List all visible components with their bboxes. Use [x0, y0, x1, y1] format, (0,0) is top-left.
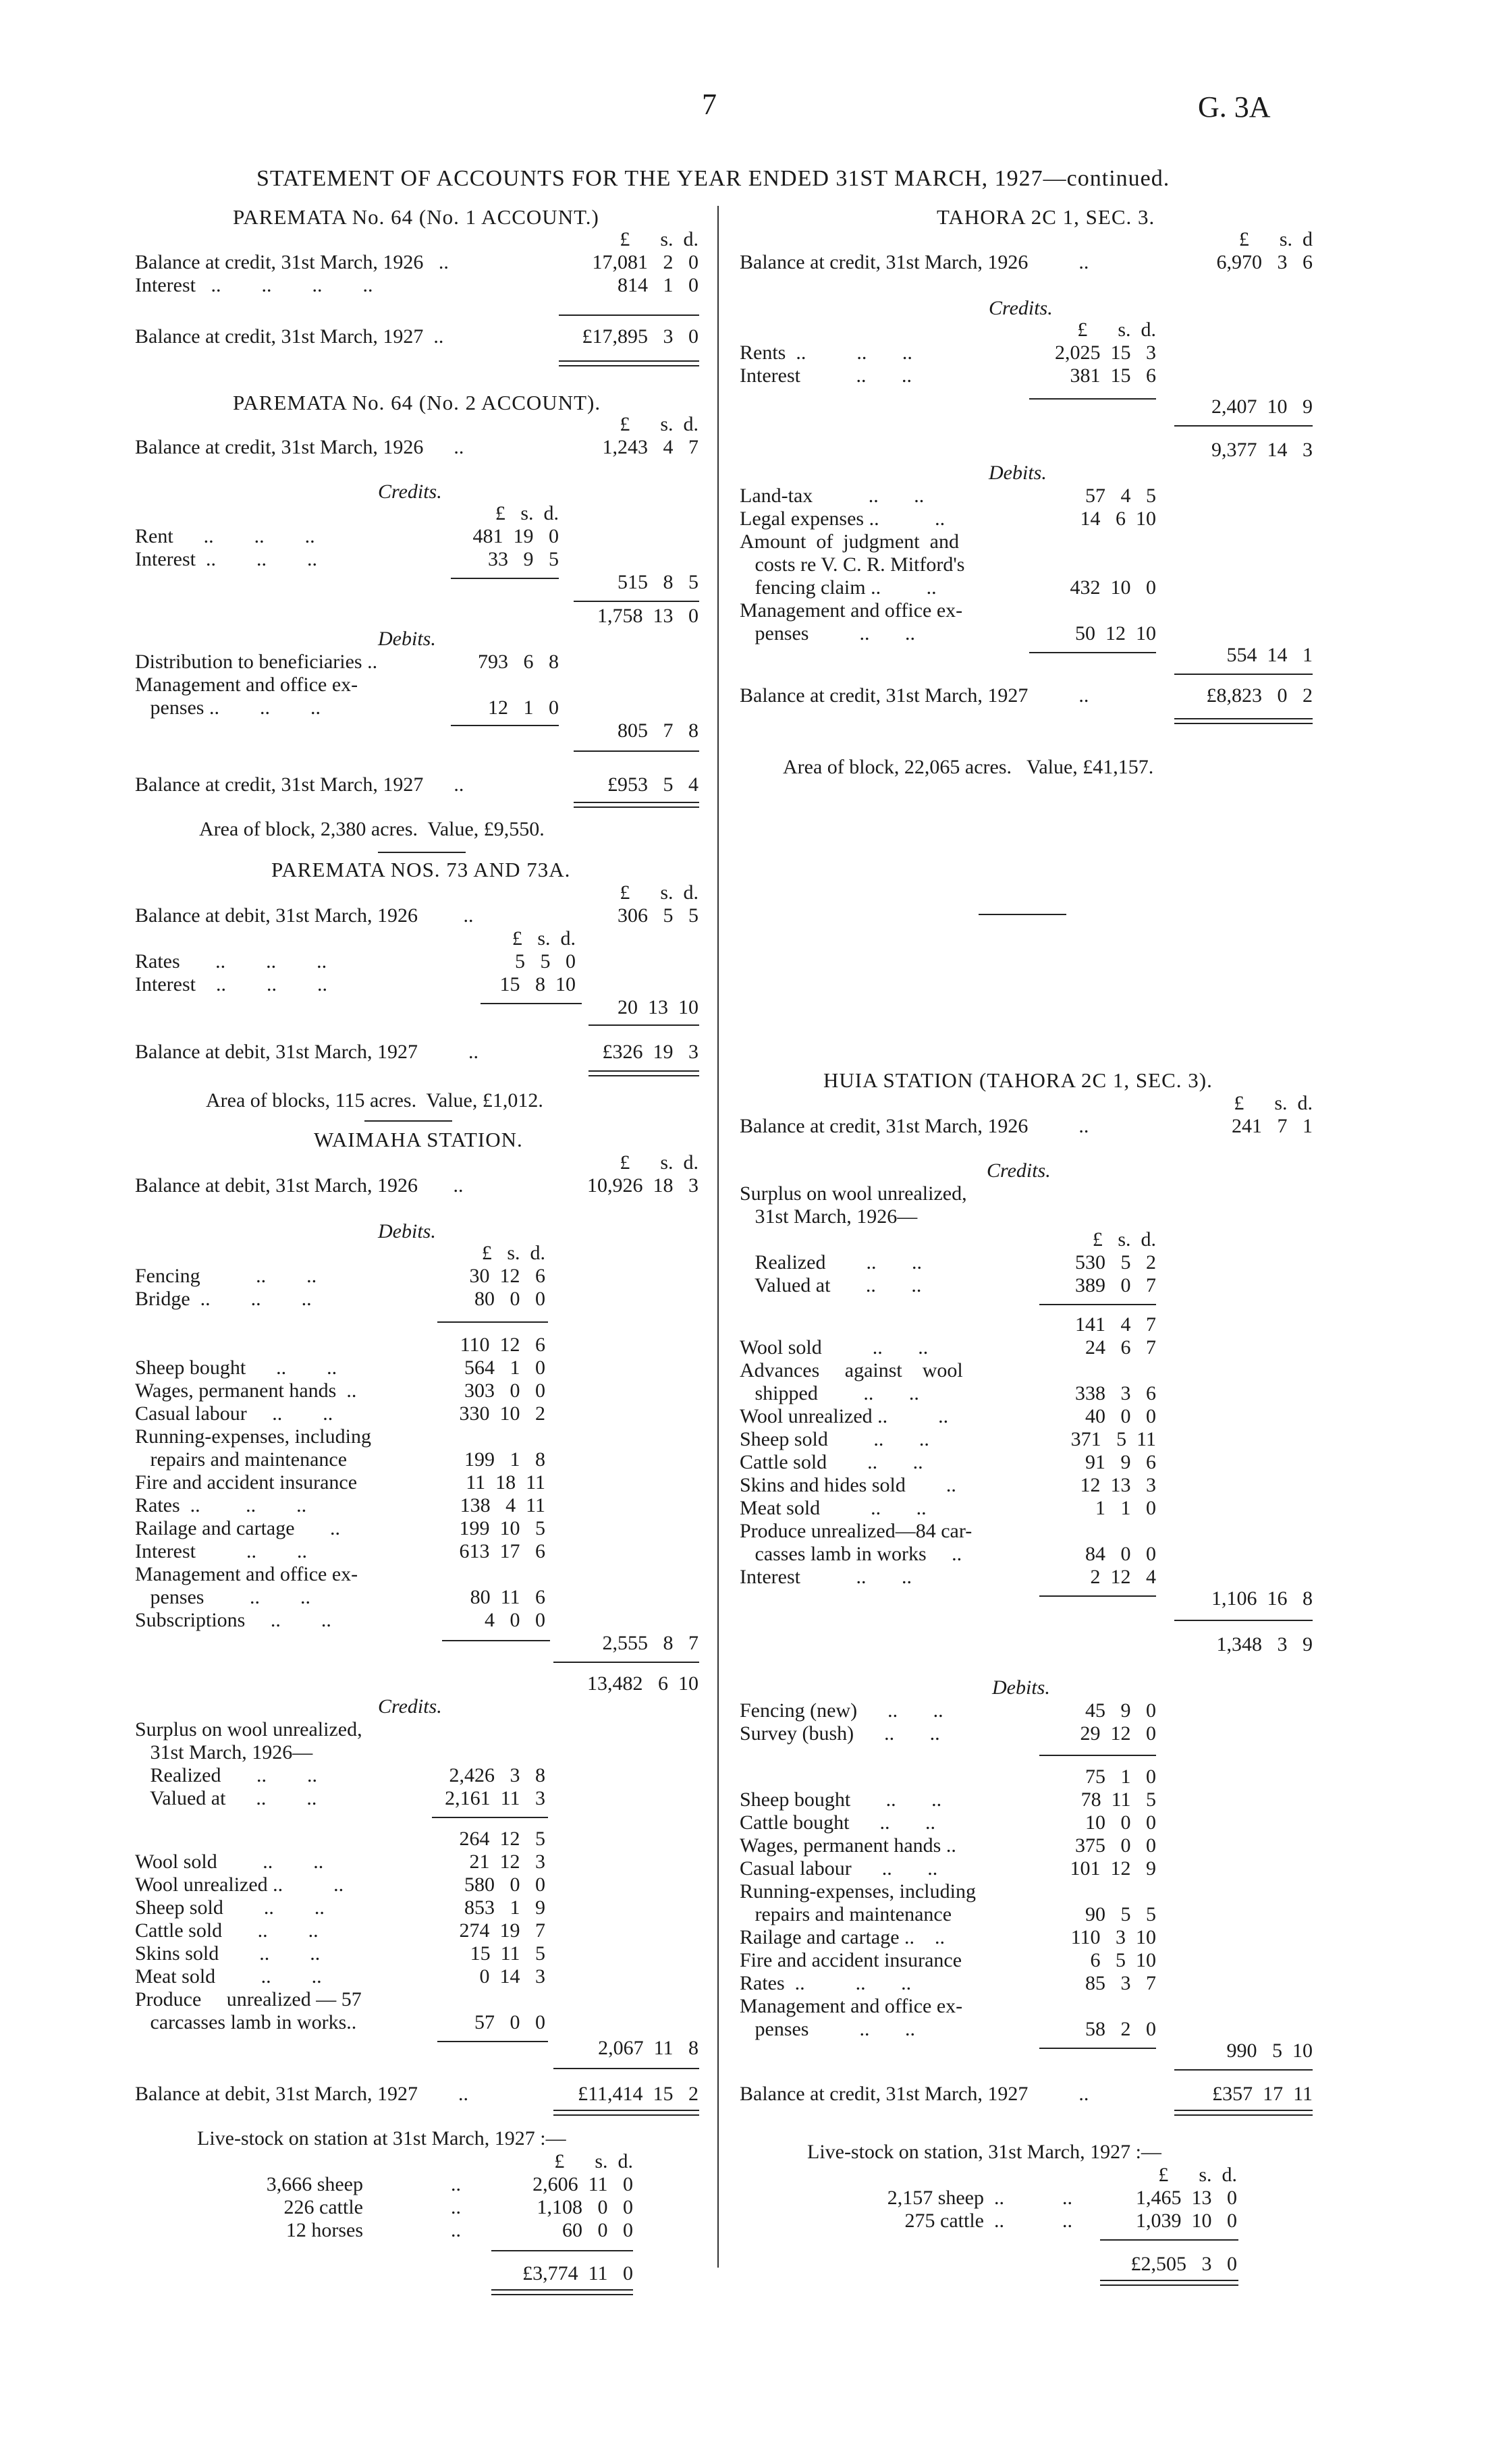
ledger-amount: 481 19 0 — [472, 525, 559, 547]
ledger-subtotal: 264 12 5 — [459, 1828, 545, 1850]
ledger-label: Produce unrealized—84 car- — [740, 1520, 972, 1542]
total-double-rule — [1174, 718, 1313, 724]
ledger-label: costs re V. C. R. Mitford's — [740, 553, 965, 576]
ledger-label: Surplus on wool unrealized, — [135, 1718, 362, 1741]
ledger-label: fencing claim .. .. — [740, 576, 937, 599]
ledger-label: Sheep bought .. .. — [740, 1788, 942, 1811]
ledger-label: carcasses lamb in works.. — [135, 2011, 357, 2033]
ledger-label: repairs and maintenance — [740, 1903, 952, 1925]
ledger-label: Casual labour .. .. — [135, 1402, 333, 1425]
ledger-label: Management and office ex- — [740, 1995, 963, 2017]
ledger-amount: 530 5 2 — [1075, 1251, 1156, 1274]
ledger-label: Railage and cartage .. — [135, 1517, 341, 1539]
ledger-total-label: Balance at debit, 31st March, 1927 .. — [135, 1041, 479, 1063]
sum-rule — [1039, 1755, 1156, 1756]
ledger-label: Wool sold .. .. — [135, 1851, 324, 1873]
livestock-heading: Live-stock on station, 31st March, 1927 :— — [807, 2141, 1161, 2163]
livestock-amount: 1,039 10 0 — [1136, 2210, 1237, 2232]
livestock-separator: .. — [451, 2219, 461, 2241]
ledger-amount: 10 0 0 — [1085, 1811, 1156, 1834]
lsd-header: £ s. d. — [554, 2150, 633, 2172]
ledger-amount: 15 11 5 — [470, 1942, 545, 1965]
sum-rule — [432, 1817, 548, 1818]
ledger-label: Wool sold .. .. — [740, 1336, 929, 1359]
sum-rule — [553, 2068, 699, 2069]
ledger-amount: 241 7 1 — [1232, 1115, 1313, 1137]
ledger-amount: 78 11 5 — [1080, 1788, 1156, 1811]
sum-rule — [574, 601, 699, 602]
ledger-total-amount: £326 19 3 — [602, 1041, 698, 1063]
sum-rule — [1174, 425, 1313, 427]
ledger-subtotal: 805 7 8 — [618, 719, 698, 742]
debits-heading: Debits. — [989, 462, 1047, 484]
section-divider — [378, 852, 466, 853]
total-double-rule — [1100, 2280, 1238, 2286]
ledger-label: Balance at debit, 31st March, 1926 .. — [135, 904, 474, 927]
ledger-label: Balance at credit, 31st March, 1926 .. — [740, 1115, 1089, 1137]
lsd-header: £ s. d. — [1092, 1228, 1156, 1251]
section-divider — [979, 914, 1066, 915]
lsd-header: £ s. d. — [512, 927, 576, 950]
sum-rule — [491, 2250, 633, 2251]
ledger-amount: 1 1 0 — [1095, 1497, 1156, 1519]
livestock-label: 12 horses — [285, 2219, 363, 2241]
ledger-total-amount: £8,823 0 2 — [1206, 684, 1313, 707]
ledger-amount: 613 17 6 — [459, 1540, 545, 1562]
ledger-amount: 57 4 5 — [1085, 485, 1156, 507]
ledger-subtotal: 554 14 1 — [1226, 644, 1313, 666]
ledger-amount: 199 1 8 — [464, 1448, 545, 1471]
ledger-amount: 381 15 6 — [1070, 364, 1156, 387]
ledger-label: Surplus on wool unrealized, — [740, 1182, 967, 1205]
ledger-label: 31st March, 1926— — [740, 1205, 918, 1228]
ledger-amount: 1,243 4 7 — [602, 436, 698, 458]
ledger-amount: 12 1 0 — [488, 696, 559, 719]
ledger-total-amount: £11,414 15 2 — [578, 2083, 698, 2105]
ledger-amount: 50 12 10 — [1075, 622, 1156, 645]
lsd-header: £ s. d. — [481, 1242, 545, 1264]
livestock-label: 3,666 sheep — [266, 2173, 363, 2195]
livestock-label: 275 cattle .. — [904, 2210, 1004, 2232]
ledger-label: Cattle sold .. .. — [135, 1919, 319, 1942]
ledger-subtotal: 141 4 7 — [1075, 1313, 1156, 1336]
ledger-label: Fencing (new) .. .. — [740, 1699, 943, 1722]
sum-rule — [559, 314, 699, 316]
ledger-total-amount: £953 5 4 — [607, 773, 698, 796]
livestock-separator: .. — [451, 2173, 461, 2195]
sum-rule — [451, 725, 559, 726]
ledger-amount: 84 0 0 — [1085, 1543, 1156, 1565]
ledger-label: Sheep sold .. .. — [740, 1428, 929, 1450]
ledger-subtotal: 1,106 16 8 — [1211, 1587, 1313, 1610]
ledger-amount: 432 10 0 — [1070, 576, 1156, 599]
huia-heading: HUIA STATION (TAHORA 2C 1, SEC. 3). — [823, 1068, 1213, 1092]
debits-heading: Debits. — [378, 1220, 436, 1242]
livestock-separator: .. — [1062, 2187, 1072, 2209]
sum-rule — [1174, 1620, 1313, 1621]
area-note: Area of blocks, 115 acres. Value, £1,012. — [206, 1089, 543, 1112]
total-double-rule — [588, 1070, 699, 1076]
livestock-total: £3,774 11 0 — [522, 2262, 633, 2284]
ledger-label: Fire and accident insurance — [135, 1471, 358, 1494]
sum-rule — [1174, 674, 1313, 675]
sum-rule — [1029, 398, 1156, 400]
page-title: STATEMENT OF ACCOUNTS FOR THE YEAR ENDED 31ST MARCH, 1927—continued. — [256, 166, 1170, 191]
ledger-label: Land-tax .. .. — [740, 485, 925, 507]
ledger-label: Wool unrealized .. .. — [135, 1873, 344, 1896]
ledger-amount: 564 1 0 — [464, 1357, 545, 1379]
ledger-amount: 11 18 11 — [466, 1471, 545, 1494]
sum-rule — [437, 2041, 548, 2042]
ledger-amount: 17,081 2 0 — [592, 251, 698, 273]
paremata-64-2-heading: PAREMATA No. 64 (No. 2 ACCOUNT). — [233, 391, 601, 414]
livestock-amount: 1,108 0 0 — [537, 2196, 633, 2218]
ledger-amount: 24 6 7 — [1085, 1336, 1156, 1359]
ledger-amount: 110 3 10 — [1070, 1926, 1156, 1948]
lsd-header: £ s. d. — [620, 228, 698, 250]
ledger-amount: 2 12 4 — [1090, 1566, 1156, 1588]
sum-rule — [588, 1024, 699, 1026]
sum-rule — [553, 1662, 699, 1663]
ledger-label: Casual labour .. .. — [740, 1857, 938, 1880]
ledger-amount: 814 1 0 — [618, 274, 698, 296]
ledger-amount: 274 19 7 — [459, 1919, 545, 1942]
ledger-amount: 6,970 3 6 — [1216, 251, 1313, 273]
lsd-header: £ s. d. — [620, 1151, 698, 1174]
ledger-label: Valued at .. .. — [740, 1274, 922, 1296]
credits-heading: Credits. — [987, 1159, 1051, 1182]
credits-heading: Credits. — [378, 481, 442, 503]
ledger-label: Rates .. .. .. — [135, 1494, 307, 1516]
ledger-label: Wages, permanent hands .. — [135, 1379, 357, 1402]
section-divider — [364, 1120, 452, 1122]
lsd-header: £ s. d. — [495, 502, 559, 524]
ledger-amount: 306 5 5 — [618, 904, 698, 927]
ledger-amount: 2,161 11 3 — [445, 1787, 545, 1809]
sum-rule — [437, 1321, 548, 1323]
ledger-subtotal: 2,407 10 9 — [1211, 395, 1313, 418]
waimaha-heading: WAIMAHA STATION. — [314, 1128, 523, 1151]
ledger-amount: 21 12 3 — [469, 1851, 545, 1873]
ledger-amount: 90 5 5 — [1085, 1903, 1156, 1925]
ledger-label: Produce unrealized — 57 — [135, 1988, 362, 2010]
ledger-subtotal: 1,758 13 0 — [597, 605, 698, 627]
ledger-subtotal: 990 5 10 — [1226, 2039, 1313, 2062]
livestock-label: 226 cattle — [283, 2196, 363, 2218]
ledger-amount: 5 5 0 — [515, 950, 576, 973]
ledger-label: Balance at credit, 31st March, 1926 .. — [135, 436, 464, 458]
ledger-amount: 853 1 9 — [464, 1896, 545, 1919]
ledger-amount: 389 0 7 — [1075, 1274, 1156, 1296]
ledger-amount: 2,426 3 8 — [449, 1764, 545, 1786]
total-double-rule — [553, 2110, 699, 2116]
ledger-subtotal: 75 1 0 — [1085, 1765, 1156, 1788]
ledger-subtotal: 2,555 8 7 — [602, 1632, 698, 1654]
ledger-label: Balance at credit, 31st March, 1926 .. — [135, 251, 449, 273]
ledger-amount: 2,025 15 3 — [1055, 341, 1156, 364]
livestock-amount: 1,465 13 0 — [1136, 2187, 1237, 2209]
lsd-header: £ s. d. — [1077, 319, 1156, 341]
ledger-label: Fire and accident insurance — [740, 1949, 962, 1971]
ledger-label: Realized .. .. — [135, 1764, 317, 1786]
ledger-subtotal: 2,067 11 8 — [598, 2037, 698, 2059]
ledger-label: Sheep sold .. .. — [135, 1896, 325, 1919]
ledger-label: Rents .. .. .. — [740, 341, 912, 364]
ledger-label: Management and office ex- — [135, 1563, 358, 1585]
ledger-amount: 33 9 5 — [488, 548, 559, 570]
ledger-label: Realized .. .. — [740, 1251, 922, 1274]
ledger-label: 31st March, 1926— — [135, 1741, 313, 1763]
lsd-header: £ s. d. — [620, 413, 698, 435]
sum-rule — [1174, 2069, 1313, 2071]
ledger-amount: 338 3 6 — [1075, 1382, 1156, 1404]
ledger-label: Balance at credit, 31st March, 1926 .. — [740, 251, 1089, 273]
lsd-header: £ s. d. — [620, 881, 698, 904]
ledger-total-label: Balance at debit, 31st March, 1927 .. — [135, 2083, 469, 2105]
credits-heading: Credits. — [989, 297, 1053, 319]
ledger-label: Wool unrealized .. .. — [740, 1405, 949, 1427]
ledger-label: Interest .. .. .. .. — [135, 274, 373, 296]
ledger-label: Meat sold .. .. — [135, 1965, 322, 1988]
ledger-label: Management and office ex- — [740, 599, 963, 622]
tahora-heading: TAHORA 2C 1, SEC. 3. — [937, 205, 1155, 229]
total-double-rule — [574, 802, 699, 808]
ledger-amount: 40 0 0 — [1085, 1405, 1156, 1427]
ledger-label: Bridge .. .. .. — [135, 1288, 312, 1310]
ledger-label: Subscriptions .. .. — [135, 1609, 331, 1631]
ledger-amount: 45 9 0 — [1085, 1699, 1156, 1722]
ledger-amount: 80 11 6 — [470, 1586, 545, 1608]
ledger-label: shipped .. .. — [740, 1382, 919, 1404]
ledger-amount: 57 0 0 — [474, 2011, 545, 2033]
ledger-subtotal: 20 13 10 — [618, 996, 698, 1018]
livestock-separator: .. — [451, 2196, 461, 2218]
ledger-label: Rates .. .. .. — [135, 950, 327, 973]
ledger-label: Legal expenses .. .. — [740, 508, 946, 530]
ledger-label: Survey (bush) .. .. — [740, 1722, 940, 1745]
ledger-label: Railage and cartage .. .. — [740, 1926, 946, 1948]
ledger-amount: 85 3 7 — [1085, 1972, 1156, 1994]
ledger-amount: 138 4 11 — [460, 1494, 545, 1516]
livestock-separator: .. — [1062, 2210, 1072, 2232]
ledger-label: Advances against wool — [740, 1359, 963, 1381]
sum-rule — [574, 750, 699, 752]
ledger-label: Cattle bought .. .. — [740, 1811, 935, 1834]
ledger-label: Interest .. .. — [740, 1566, 912, 1588]
total-double-rule — [491, 2289, 633, 2295]
ledger-label: penses .. .. — [740, 2018, 915, 2040]
ledger-amount: 330 10 2 — [459, 1402, 545, 1425]
ledger-amount: 375 0 0 — [1075, 1834, 1156, 1857]
ledger-amount: 6 5 10 — [1090, 1949, 1156, 1971]
ledger-label: Interest .. .. — [135, 1540, 307, 1562]
document-reference: G. 3A — [1198, 90, 1271, 124]
ledger-label: repairs and maintenance — [135, 1448, 348, 1471]
ledger-amount: 0 14 3 — [479, 1965, 545, 1988]
ledger-label: Interest .. .. .. — [135, 973, 327, 995]
ledger-amount: 303 0 0 — [464, 1379, 545, 1402]
ledger-amount: 91 9 6 — [1085, 1451, 1156, 1473]
ledger-label: penses .. .. — [135, 1586, 310, 1608]
ledger-label: Skins and hides sold .. — [740, 1474, 956, 1496]
ledger-total-label: Balance at credit, 31st March, 1927 .. — [740, 2083, 1089, 2105]
ledger-amount: 4 0 0 — [485, 1609, 545, 1631]
ledger-amount: 10,926 18 3 — [587, 1174, 698, 1197]
ledger-amount: 199 10 5 — [459, 1517, 545, 1539]
ledger-label: Skins sold .. .. — [135, 1942, 321, 1965]
ledger-amount: 58 2 0 — [1085, 2018, 1156, 2040]
livestock-amount: 60 0 0 — [562, 2219, 633, 2241]
lsd-header: £ s. d. — [1234, 1092, 1313, 1114]
ledger-total-amount: £17,895 3 0 — [582, 325, 698, 348]
ledger-subtotal: 1,348 3 9 — [1216, 1633, 1313, 1655]
ledger-total-label: Balance at credit, 31st March, 1927 .. — [740, 684, 1089, 707]
ledger-label: Rent .. .. .. — [135, 525, 315, 547]
page-number: 7 — [702, 88, 717, 121]
total-double-rule — [559, 360, 699, 366]
ledger-label: Running-expenses, including — [135, 1425, 371, 1448]
ledger-amount: 580 0 0 — [464, 1873, 545, 1896]
ledger-total-amount: £357 17 11 — [1212, 2083, 1313, 2105]
ledger-amount: 371 5 11 — [1070, 1428, 1156, 1450]
column-divider — [717, 206, 719, 2268]
paremata-73-heading: PAREMATA NOS. 73 AND 73A. — [271, 858, 571, 881]
total-double-rule — [1174, 2110, 1313, 2116]
ledger-label: Amount of judgment and — [740, 530, 959, 553]
ledger-subtotal: 13,482 6 10 — [587, 1672, 698, 1695]
ledger-label: Rates .. .. .. — [740, 1972, 912, 1994]
ledger-amount: 30 12 6 — [469, 1265, 545, 1287]
ledger-amount: 80 0 0 — [474, 1288, 545, 1310]
ledger-amount: 101 12 9 — [1070, 1857, 1156, 1880]
ledger-label: Interest .. .. .. — [135, 548, 317, 570]
area-note: Area of block, 2,380 acres. Value, £9,550. — [199, 818, 545, 840]
sum-rule — [1029, 652, 1156, 653]
ledger-label: Fencing .. .. — [135, 1265, 317, 1287]
sum-rule — [1100, 2239, 1238, 2241]
sum-rule — [1039, 1595, 1156, 1597]
debits-heading: Debits. — [992, 1676, 1050, 1699]
ledger-label: penses .. .. — [740, 622, 915, 645]
lsd-header: £ s. d. — [1158, 2164, 1237, 2186]
lsd-header: £ s. d — [1238, 228, 1313, 250]
ledger-total-label: Balance at credit, 31st March, 1927 .. — [135, 325, 444, 348]
ledger-subtotal: 9,377 14 3 — [1211, 439, 1313, 461]
ledger-label: Cattle sold .. .. — [740, 1451, 923, 1473]
sum-rule — [1039, 2048, 1156, 2049]
ledger-label: Balance at debit, 31st March, 1926 .. — [135, 1174, 464, 1197]
sum-rule — [1039, 1304, 1156, 1305]
ledger-total-label: Balance at credit, 31st March, 1927 .. — [135, 773, 464, 796]
ledger-amount: 793 6 8 — [478, 651, 559, 673]
sum-rule — [481, 1003, 582, 1004]
credits-heading: Credits. — [378, 1695, 442, 1718]
ledger-label: penses .. .. .. — [135, 696, 321, 719]
ledger-label: Sheep bought .. .. — [135, 1357, 337, 1379]
ledger-label: Interest .. .. — [740, 364, 912, 387]
ledger-amount: 15 8 10 — [499, 973, 576, 995]
ledger-label: Management and office ex- — [135, 674, 358, 696]
ledger-label: Meat sold .. .. — [740, 1497, 927, 1519]
ledger-label: Distribution to beneficiaries .. — [135, 651, 378, 673]
livestock-heading: Live-stock on station at 31st March, 1927 :— — [197, 2127, 566, 2150]
ledger-amount: 12 13 3 — [1080, 1474, 1156, 1496]
area-note: Area of block, 22,065 acres. Value, £41,157. — [783, 756, 1154, 778]
livestock-total: £2,505 3 0 — [1130, 2253, 1237, 2275]
ledger-amount: 29 12 0 — [1080, 1722, 1156, 1745]
ledger-label: Wages, permanent hands .. — [740, 1834, 956, 1857]
ledger-subtotal: 110 12 6 — [460, 1334, 545, 1356]
sum-rule — [451, 578, 559, 579]
paremata-64-1-heading: PAREMATA No. 64 (No. 1 ACCOUNT.) — [233, 205, 599, 229]
ledger-label: casses lamb in works .. — [740, 1543, 962, 1565]
ledger-label: Running-expenses, including — [740, 1880, 976, 1902]
ledger-amount: 14 6 10 — [1080, 508, 1156, 530]
livestock-amount: 2,606 11 0 — [532, 2173, 633, 2195]
ledger-subtotal: 515 8 5 — [618, 571, 698, 593]
ledger-label: Valued at .. .. — [135, 1787, 317, 1809]
livestock-label: 2,157 sheep .. — [887, 2187, 1004, 2209]
sum-rule — [442, 1640, 550, 1641]
debits-heading: Debits. — [378, 628, 436, 650]
